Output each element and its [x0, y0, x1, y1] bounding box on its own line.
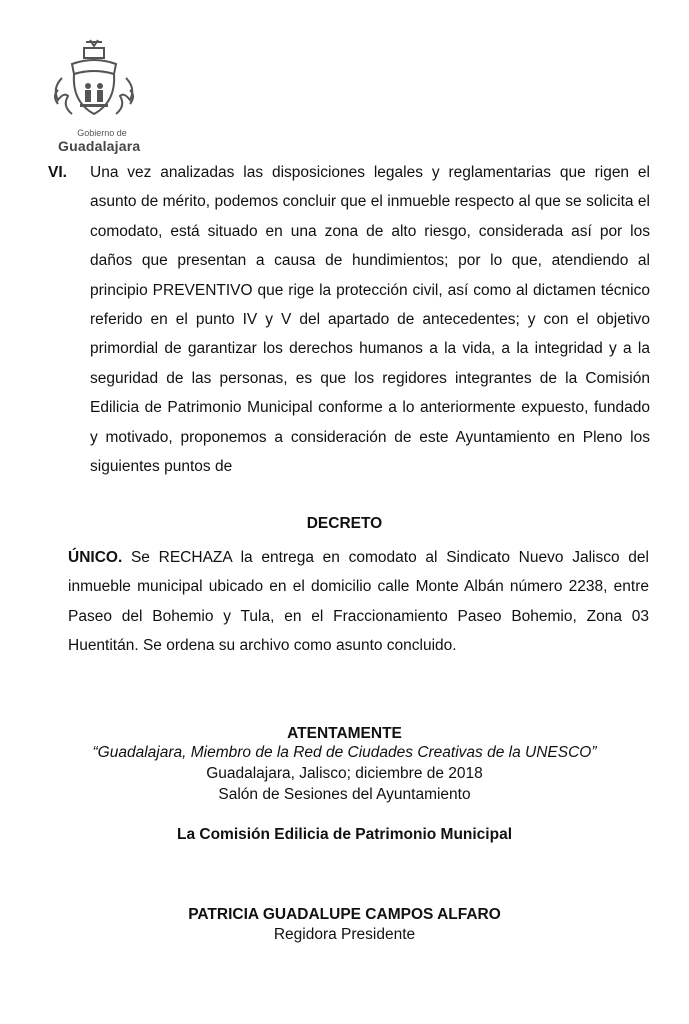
decreto-title: DECRETO	[306, 515, 383, 532]
decreto-paragraph	[68, 543, 649, 661]
decreto-label: ÚNICO.	[68, 549, 123, 566]
decreto-text: Se RECHAZA la entrega en comodato al Sindicato Nuevo Jalisco del inmueble municipal ubicado en el domicilio calle Monte Albán número 2238, entre Paseo del Bohemio y Tula, en el Fraccionamiento Paseo Bohemio, Zona 03 Huentitán. Se ordena su archivo como asunto concluido.	[68, 549, 649, 655]
salon: Salón de Sesiones del Ayuntamiento	[218, 786, 471, 803]
signer-role: Regidora Presidente	[273, 926, 416, 943]
guadalajara-logo	[50, 38, 141, 154]
signer-name: PATRICIA GUADALUPE CAMPOS ALFARO	[188, 906, 501, 923]
guadalajara-coat-of-arms-icon	[50, 38, 140, 130]
logo-subtitle: Gobierno de	[77, 128, 127, 138]
section-paragraph: Una vez analizadas las disposiciones legales y reglamentarias que rigen el asunto de mérito, podemos concluir que el inmueble respecto al que se solicita el comodato, está situado en una zona de alto riesgo, considerada así por los daños que presentan a causa de hundimientos; por lo que, atendiendo al principio PREVENTIVO que rige la protección civil, así como al dictamen técnico referido en el punto IV y V del apartado de antecedentes; y con el objetivo primordial de garantizar los derechos humanos a la vida, a la integridad y a la seguridad de las personas, es que los regidores integrantes de la Comisión Edilicia de Patrimonio Municipal conforme a lo anteriormente expuesto, fundado y motivado, proponemos a consideración de este Ayuntamiento en Pleno los siguientes puntos de	[90, 164, 650, 476]
section-numeral: VI.	[48, 164, 67, 181]
logo-name: Guadalajara	[58, 138, 141, 154]
place-date: Guadalajara, Jalisco; diciembre de 2018	[206, 765, 483, 782]
motto: “Guadalajara, Miembro de la Red de Ciudades Creativas de la UNESCO”	[92, 744, 597, 761]
atentamente: ATENTAMENTE	[287, 725, 402, 742]
comision-name: La Comisión Edilicia de Patrimonio Municipal	[176, 826, 513, 843]
